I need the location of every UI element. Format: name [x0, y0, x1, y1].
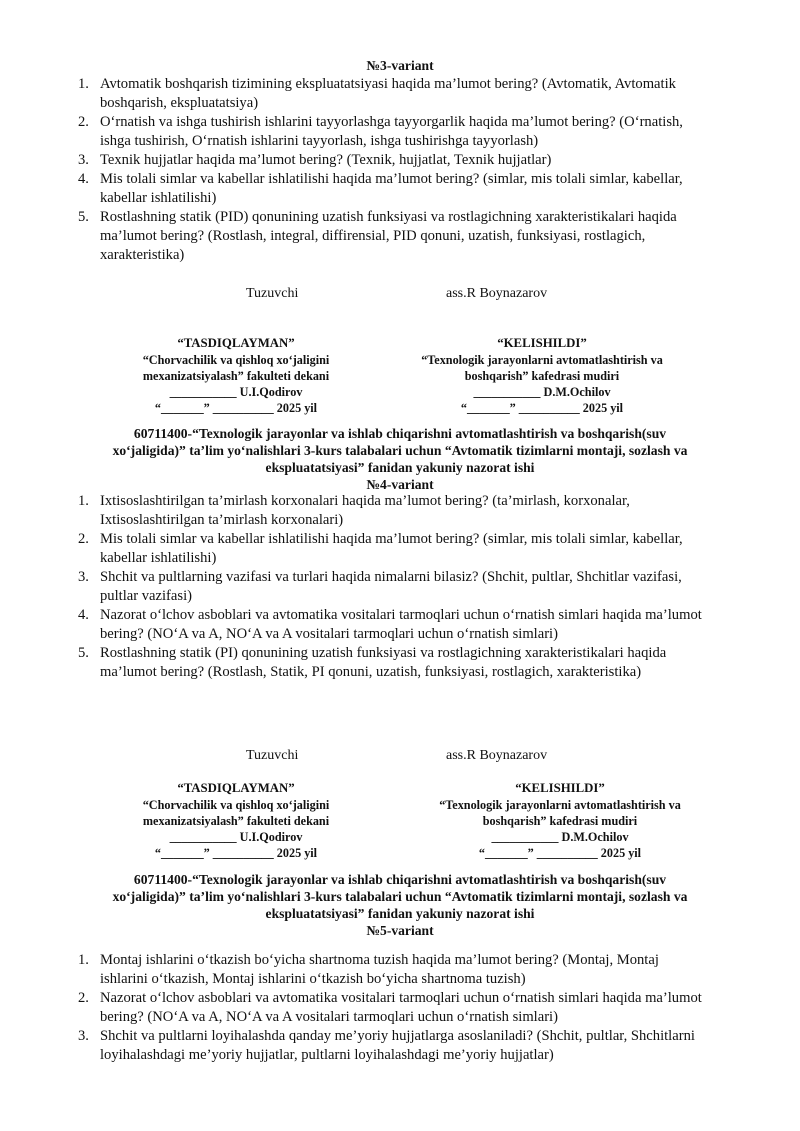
question-item: [72, 151, 702, 170]
question-text: Shchit va pultlarning vazifasi va turlari haqida nimalarni bilasiz? (Shchit, pultlar, Shchitlar vazifasi, pultlar vazifasi): [100, 569, 682, 604]
question-text: Ixtisoslashtirilgan ta’mirlash korxonalari haqida ma’lumot bering? (ta’mirlash, korxonalar, Ixtisoslashtirilgan ta’mirlash korxonalari): [100, 493, 630, 528]
approval-heading: “TASDIQLAYMAN”: [177, 781, 295, 795]
approval-line: boshqarish” kafedrasi mudiri: [482, 814, 638, 828]
approval-signature-line: ___________ U.I.Qodirov: [169, 830, 303, 844]
approval-heading: “KELISHILDI”: [515, 781, 605, 795]
question-text: Rostlashning statik (PID) qonunining uzatish funksiyasi va rostlagichning xarakteristikalari haqida ma’lumot bering? (Rostlash, integral, diffirensial, PID qonuni, uzatish, funksiyasi, rostlagich, xarakteristika): [100, 209, 677, 263]
question-item: [72, 951, 702, 989]
course-title-2: [72, 871, 728, 922]
course-line: xo‘jaligida)” ta’lim yo‘nalishlari 3-kurs talabalari uchun “Avtomatik tizimlarni montaji, sozlash va: [112, 889, 688, 904]
approval-signature-line: ___________ D.M.Ochilov: [491, 830, 629, 844]
approval-line: mexanizatsiyalash” fakulteti dekani: [142, 369, 330, 383]
approval-signature-line: ___________ D.M.Ochilov: [473, 385, 611, 399]
question-item: [72, 644, 702, 682]
course-line: 60711400-“Texnologik jarayonlar va ishlab chiqarishni avtomatlashtirish va boshqarish(suv: [133, 872, 667, 887]
approval-heading: “KELISHILDI”: [497, 336, 587, 350]
question-text: Montaj ishlarini o‘tkazish bo‘yicha shartnoma tuzish haqida ma’lumot bering? (Montaj, Montaj ishlarini o‘tkazish, Montaj ishlarini o‘tkazish bo‘yicha shartnoma tuzish): [100, 952, 659, 987]
course-line: xo‘jaligida)” ta’lim yo‘nalishlari 3-kurs talabalari uchun “Avtomatik tizimlarni montaji, sozlash va: [112, 443, 688, 458]
question-item: [72, 170, 702, 208]
question-text: Shchit va pultlarni loyihalashda qanday me’yoriy hujjatlarga asoslaniladi? (Shchit, pultlar, Shchitlarni loyihalashdagi me’yoriy hujjatlar, pultlarni loyihalashdagi me’yoriy hujjatlar): [100, 1028, 695, 1063]
course-line: ekspluatatsiyasi” fanidan yakuniy nazorat ishi: [265, 906, 535, 921]
question-number: 2.: [78, 114, 89, 130]
question-text: Texnik hujjatlar haqida ma’lumot bering? (Texnik, hujjatlat, Texnik hujjatlar): [100, 152, 552, 168]
question-item: [72, 208, 702, 265]
approval-date-line: “_______” __________ 2025 yil: [154, 401, 318, 415]
approval-dean: [106, 335, 366, 416]
question-number: 1.: [78, 76, 89, 92]
question-text: Avtomatik boshqarish tizimining ekspluatatsiyasi haqida ma’lumot bering? (Avtomatik, Avtomatik boshqarish, ekspluatatsiya): [100, 76, 676, 111]
question-number: 3.: [78, 1028, 89, 1044]
question-text: O‘rnatish va ishga tushirish ishlarini tayyorlashga tayyorgarlik haqida ma’lumot bering? (O‘rnatish, ishga tushirish, O‘rnatish ishlarini tayyorlash, ishga tushirishga tayyorlash): [100, 114, 683, 149]
approval-department-head: [392, 335, 692, 416]
composer-label: Tuzuvchi: [246, 748, 299, 763]
question-text: Nazorat o‘lchov asboblari va avtomatika vositalari tarmoqlari uchun o‘rnatish simlari haqida ma’lumot bering? (NO‘A va A, NO‘A va A vositalari tarmoqlari uchun o‘rnatish simlari): [100, 607, 702, 642]
approval-line: mexanizatsiyalash” fakulteti dekani: [142, 814, 330, 828]
approval-date-line: “_______” __________ 2025 yil: [154, 846, 318, 860]
variant-title-5: №5-variant: [366, 923, 434, 938]
question-number: 3.: [78, 152, 89, 168]
approval-date-line: “_______” __________ 2025 yil: [460, 401, 624, 415]
question-list-variant-5: [72, 951, 702, 1065]
question-number: 3.: [78, 569, 89, 585]
question-number: 1.: [78, 952, 89, 968]
question-number: 4.: [78, 607, 89, 623]
question-item: [72, 113, 702, 151]
approval-department-head: [410, 780, 710, 861]
course-title-1: [72, 425, 728, 476]
question-item: [72, 989, 702, 1027]
approval-dean: [106, 780, 366, 861]
question-item: [72, 530, 702, 568]
variant-title-4: №4-variant: [366, 477, 434, 492]
approval-line: “Texnologik jarayonlarni avtomatlashtirish va: [439, 798, 681, 812]
question-list-variant-3: [72, 75, 702, 265]
approval-line: “Texnologik jarayonlarni avtomatlashtirish va: [421, 353, 663, 367]
question-text: Nazorat o‘lchov asboblari va avtomatika vositalari tarmoqlari uchun o‘rnatish simlari haqida ma’lumot bering? (NO‘A va A, NO‘A va A vositalari tarmoqlari uchun o‘rnatish simlari): [100, 990, 702, 1025]
approval-line: “Chorvachilik va qishloq xo‘jaligini: [142, 798, 330, 812]
question-number: 2.: [78, 531, 89, 547]
approval-date-line: “_______” __________ 2025 yil: [478, 846, 642, 860]
composer-name: ass.R Boynazarov: [446, 286, 548, 301]
approval-signature-line: ___________ U.I.Qodirov: [169, 385, 303, 399]
composer-label: Tuzuvchi: [246, 286, 299, 301]
question-number: 5.: [78, 645, 89, 661]
question-text: Mis tolali simlar va kabellar ishlatilishi haqida ma’lumot bering? (simlar, mis tolali simlar, kabellar, kabellar ishlatilishi): [100, 171, 683, 206]
question-item: [72, 568, 702, 606]
question-item: [72, 1027, 702, 1065]
approval-line: “Chorvachilik va qishloq xo‘jaligini: [142, 353, 330, 367]
question-number: 2.: [78, 990, 89, 1006]
approval-line: boshqarish” kafedrasi mudiri: [464, 369, 620, 383]
question-list-variant-4: [72, 492, 702, 682]
course-line: 60711400-“Texnologik jarayonlar va ishlab chiqarishni avtomatlashtirish va boshqarish(suv: [133, 426, 667, 441]
course-line: ekspluatatsiyasi” fanidan yakuniy nazorat ishi: [265, 460, 535, 475]
question-item: [72, 75, 702, 113]
question-number: 5.: [78, 209, 89, 225]
question-number: 4.: [78, 171, 89, 187]
variant-title-3: №3-variant: [366, 58, 434, 73]
question-number: 1.: [78, 493, 89, 509]
approval-heading: “TASDIQLAYMAN”: [177, 336, 295, 350]
question-item: [72, 492, 702, 530]
question-item: [72, 606, 702, 644]
question-text: Mis tolali simlar va kabellar ishlatilishi haqida ma’lumot bering? (simlar, mis tolali simlar, kabellar, kabellar ishlatilishi): [100, 531, 683, 566]
question-text: Rostlashning statik (PI) qonunining uzatish funksiyasi va rostlagichning xarakteristikalari haqida ma’lumot bering? (Rostlash, Statik, PI qonuni, uzatish, funksiyasi, rostlagich, xarakteristika): [100, 645, 667, 680]
composer-name: ass.R Boynazarov: [446, 748, 548, 763]
